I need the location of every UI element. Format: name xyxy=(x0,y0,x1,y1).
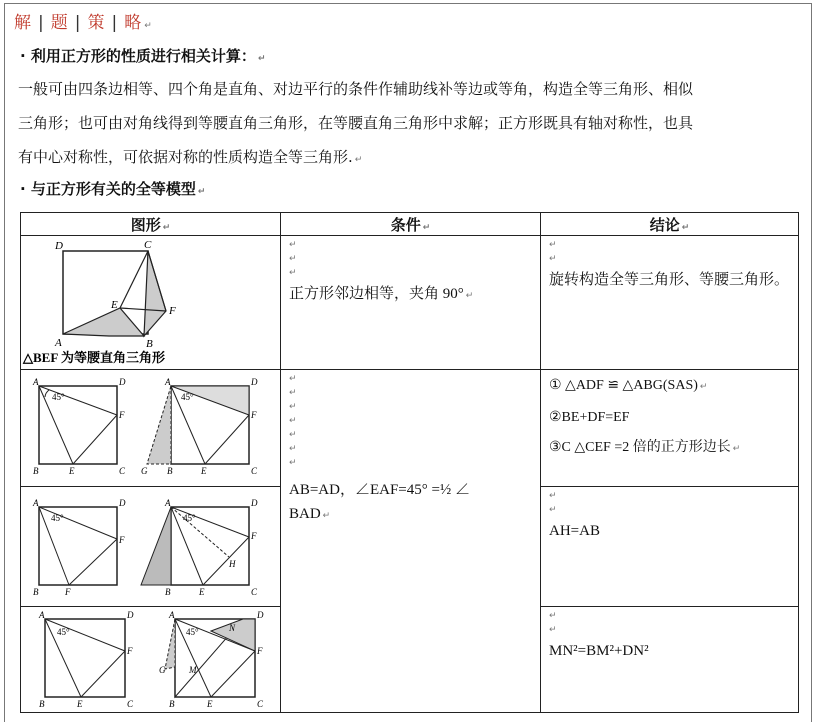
paragraph-mark: ↵ xyxy=(144,21,153,31)
paragraph-line: 一般可由四条边相等、四个角是直角、对边平行的条件作辅助线补等边或等角，构造全等三角形、相似 xyxy=(18,80,694,98)
model-table xyxy=(20,212,799,713)
svg-text:N: N xyxy=(229,623,236,633)
svg-text:C: C xyxy=(251,587,258,597)
paragraph-line: 三角形；也可由对角线得到等腰直角三角形，在等腰直角三角形中求解；正方形既具有轴对称性，也具 xyxy=(18,114,694,132)
condition-text: 正方形邻边相等，夹角 90° ↵ xyxy=(289,286,474,302)
svg-text:F: F xyxy=(127,646,133,656)
svg-text:45°: 45° xyxy=(51,513,64,523)
svg-text:45°: 45° xyxy=(181,392,194,402)
svg-text:A: A xyxy=(165,498,171,508)
figure-cell xyxy=(21,487,281,607)
svg-text:C: C xyxy=(144,239,152,251)
svg-text:D: D xyxy=(127,610,134,620)
header-conclusion: 结论 ↵ xyxy=(541,213,799,236)
svg-text:D: D xyxy=(251,498,258,508)
svg-text:E: E xyxy=(69,466,75,476)
svg-text:A: A xyxy=(55,337,62,349)
svg-text:D: D xyxy=(251,377,258,387)
svg-text:B: B xyxy=(146,338,153,350)
svg-text:D: D xyxy=(55,240,63,252)
svg-text:F: F xyxy=(251,410,257,420)
conclusion-cell: ↵ ↵ 旋转构造全等三角形、等腰三角形。 xyxy=(541,236,799,370)
svg-text:45°: 45° xyxy=(57,627,70,637)
table-header-row xyxy=(21,213,799,236)
svg-text:F: F xyxy=(251,531,257,541)
condition-text: AB=AD，∠EAF=45° =½ ∠ xyxy=(289,482,470,498)
figure-square-bef xyxy=(21,236,279,365)
svg-text:G: G xyxy=(159,665,166,675)
figure-caption: △BEF 为等腰直角三角形 xyxy=(23,350,166,365)
svg-text:E: E xyxy=(199,587,205,597)
conclusion-text: AH=AB xyxy=(549,523,600,539)
figure-cell xyxy=(21,236,281,370)
svg-text:45°: 45° xyxy=(52,392,65,402)
svg-text:B: B xyxy=(165,587,171,597)
svg-text:E: E xyxy=(207,699,213,708)
conclusion-cell xyxy=(541,370,799,487)
figure-cell xyxy=(21,607,281,713)
conclusion-line: ②BE+DF=EF xyxy=(549,410,630,425)
header-char: 策 xyxy=(87,13,106,33)
conclusion-line: ③C △CEF =2 倍的正方形边长 ↵ xyxy=(549,440,741,455)
section2-title: · 与正方形有关的全等模型 ↵ xyxy=(20,180,206,198)
header-char: 略 xyxy=(124,13,143,33)
header-condition: 条件 ↵ xyxy=(281,213,541,236)
svg-text:C: C xyxy=(257,699,264,708)
svg-text:F: F xyxy=(119,535,125,545)
section1-title: · 利用正方形的性质进行相关计算： ↵ xyxy=(20,47,266,65)
figure-square-mn xyxy=(21,607,279,708)
svg-text:A: A xyxy=(33,498,39,508)
svg-text:M: M xyxy=(189,665,197,675)
svg-text:F: F xyxy=(257,646,263,656)
svg-text:A: A xyxy=(169,610,175,620)
svg-text:D: D xyxy=(119,377,126,387)
conclusion-line: ① △ADF ≌ △ABG(SAS) ↵ xyxy=(549,378,708,393)
svg-text:E: E xyxy=(201,466,207,476)
paragraph-line: 有中心对称性，可依据对称的性质构造全等三角形. ↵ xyxy=(18,148,363,166)
svg-text:D: D xyxy=(257,610,264,620)
svg-text:G: G xyxy=(141,466,148,476)
svg-text:F: F xyxy=(65,587,71,597)
conclusion-cell: ↵ ↵ AH=AB xyxy=(541,487,799,607)
svg-text:B: B xyxy=(33,587,39,597)
svg-text:B: B xyxy=(39,699,45,708)
svg-text:B: B xyxy=(169,699,175,708)
svg-text:E: E xyxy=(77,699,83,708)
header-figure: 图形 ↵ xyxy=(21,213,281,236)
svg-text:A: A xyxy=(33,377,39,387)
figure-square-ah xyxy=(21,487,279,602)
header-char: 题 xyxy=(50,13,69,33)
svg-text:F: F xyxy=(169,305,176,317)
shared-condition-cell: ↵ ↵ ↵ ↵ ↵ ↵ ↵ AB=AD，∠EAF=45° =½ ∠ BAD ↵ xyxy=(281,370,541,713)
svg-text:C: C xyxy=(127,699,134,708)
table-row xyxy=(21,236,799,370)
svg-text:F: F xyxy=(119,410,125,420)
svg-text:B: B xyxy=(33,466,39,476)
svg-text:E: E xyxy=(111,299,118,311)
svg-text:45°: 45° xyxy=(186,627,199,637)
condition-text: BAD ↵ xyxy=(289,506,331,522)
svg-text:C: C xyxy=(119,466,126,476)
header-char: 解 xyxy=(14,13,32,33)
conclusion-text: MN²=BM²+DN² xyxy=(549,643,649,659)
svg-text:H: H xyxy=(229,559,236,569)
condition-cell: ↵ ↵ ↵ 正方形邻边相等，夹角 90° ↵ xyxy=(281,236,541,370)
conclusion-text: 旋转构造全等三角形、等腰三角形。 xyxy=(549,272,790,288)
conclusion-cell: ↵ ↵ MN²=BM²+DN² xyxy=(541,607,799,713)
figure-cell xyxy=(21,370,281,487)
figure-square-45-pair xyxy=(21,370,279,482)
svg-text:45°: 45° xyxy=(183,513,196,523)
svg-text:A: A xyxy=(165,377,171,387)
svg-text:B: B xyxy=(167,466,173,476)
svg-text:A: A xyxy=(39,610,45,620)
svg-text:C: C xyxy=(251,466,258,476)
table-row xyxy=(21,370,799,487)
section-header: 解 | 题 | 策 | 略 ↵ xyxy=(14,13,153,33)
svg-text:D: D xyxy=(119,498,126,508)
